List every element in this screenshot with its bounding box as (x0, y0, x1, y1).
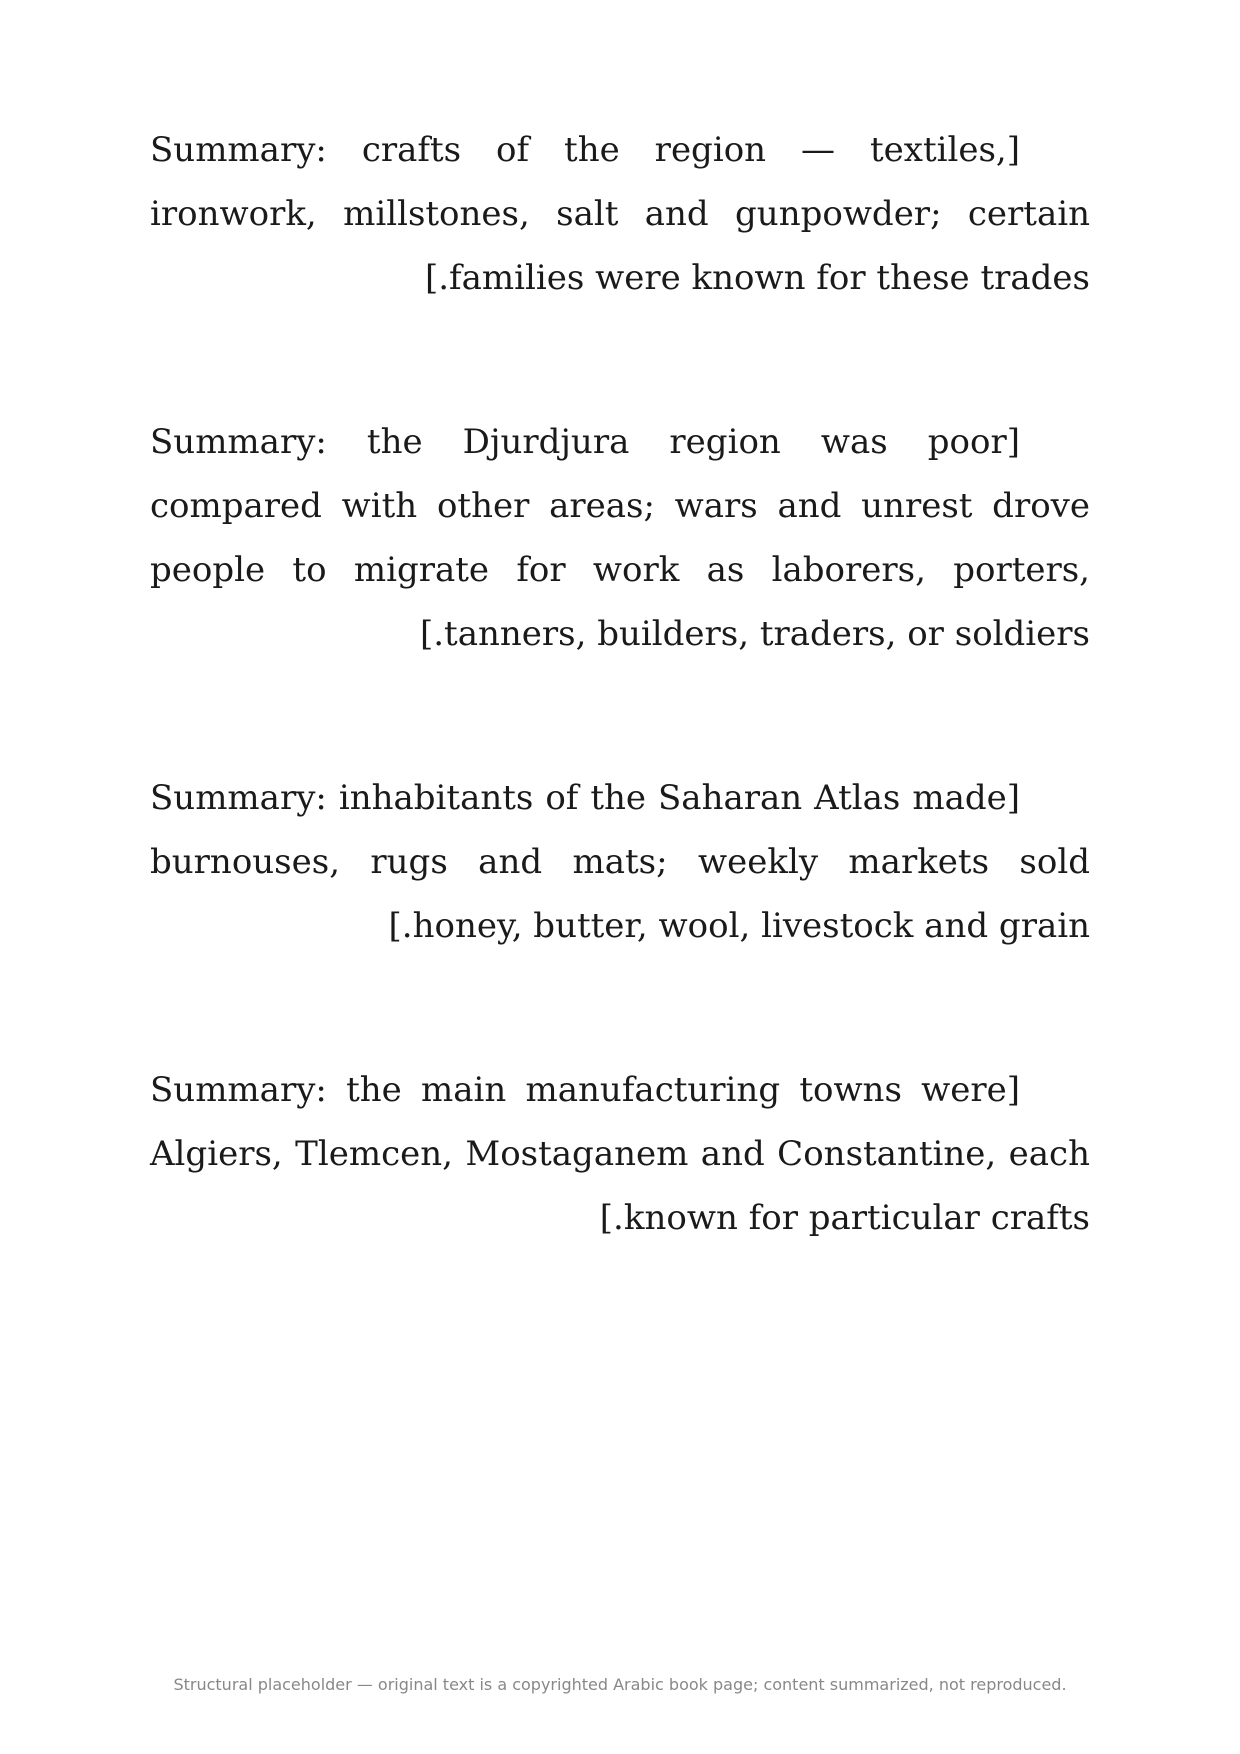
paragraph-2: [Summary: the Djurdjura region was poor compared with other areas; wars and unrest drove people to migrate for work as laborers, porters, tanners, builders, traders, or soldiers.] (150, 422, 1090, 654)
paragraph-1: [Summary: crafts of the region — textiles, ironwork, millstones, salt and gunpowder; certain families were known for these trades.] (150, 130, 1090, 298)
paragraph-3: [Summary: inhabitants of the Saharan Atlas made burnouses, rugs and mats; weekly markets sold honey, butter, wool, livestock and grain.] (150, 778, 1090, 946)
paragraph-4: [Summary: the main manufacturing towns were Algiers, Tlemcen, Mostaganem and Constantine, each known for particular crafts.] (150, 1070, 1090, 1238)
placeholder-note: Structural placeholder — original text is a copyrighted Arabic book page; content summarized, not reproduced. (173, 1675, 1067, 1694)
